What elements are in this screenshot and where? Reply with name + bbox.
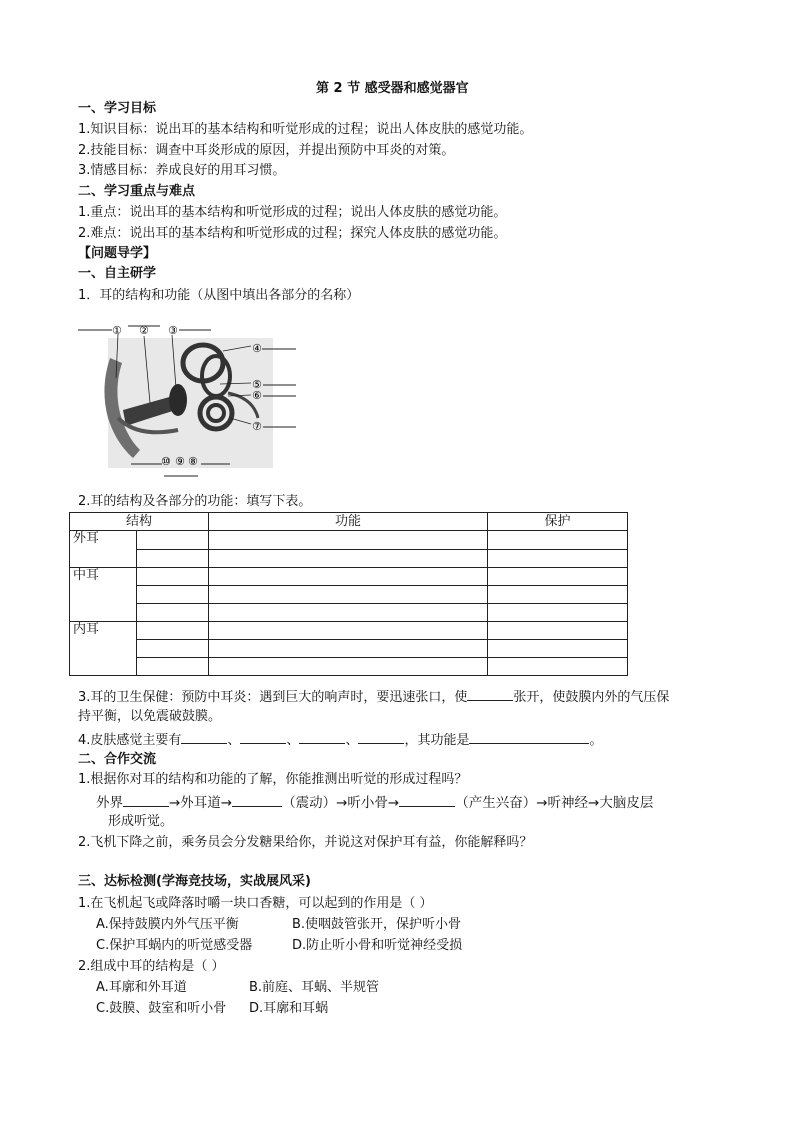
option[interactable]: C.保护耳蜗内的听觉感受器 [96, 938, 253, 953]
q3-text: 张开，使鼓膜内外的气压保 [513, 690, 670, 705]
q4-separator: 、 [286, 733, 300, 748]
table-cell[interactable] [137, 604, 209, 622]
table-cell[interactable] [488, 640, 628, 658]
q3-continued: 持平衡，以免震破鼓膜。 [78, 709, 222, 724]
table-cell[interactable] [209, 640, 488, 658]
option[interactable]: A.保持鼓膜内外气压平衡 [96, 917, 239, 932]
ear-label: ⑦ [252, 420, 262, 433]
answer-blank[interactable] [181, 731, 227, 744]
pathway-text: 外界 [96, 795, 123, 811]
answer-blank[interactable] [358, 731, 404, 744]
table-header-protection: 保护 [488, 513, 628, 531]
answer-blank[interactable] [399, 794, 455, 807]
table-cell[interactable] [137, 568, 209, 586]
table-row [70, 622, 628, 640]
coop-question: 2.飞机下降之前，乘务员会分发糖果给你，并说这对保护耳有益，你能解释吗？ [78, 835, 533, 850]
guide-heading: 【问题导学】 [78, 246, 157, 261]
ear-label: ⑨ [175, 455, 185, 468]
test-question: 1.在飞机起飞或降落时嚼一块口香糖，可以起到的作用是（ ） [78, 896, 433, 911]
option[interactable]: C.鼓膜、鼓室和听小骨 [96, 1001, 227, 1016]
option[interactable]: B.前庭、耳蜗、半规管 [249, 980, 380, 995]
section-heading-self-study: 一、自主研学 [78, 266, 157, 281]
answer-blank[interactable] [232, 794, 282, 807]
ear-label: ② [139, 324, 149, 337]
table-cell[interactable] [137, 658, 209, 676]
question-ear-hygiene [78, 688, 669, 706]
table-cell[interactable] [137, 549, 209, 568]
focus-item: 2.难点：说出耳的基本结构和听觉形成的过程；探究人体皮肤的感觉功能。 [78, 226, 507, 241]
table-cell[interactable] [137, 531, 209, 550]
table-row [70, 658, 628, 676]
table-cell[interactable] [209, 622, 488, 640]
table-cell[interactable] [209, 604, 488, 622]
ear-label: ⑤ [252, 378, 262, 391]
table-cell[interactable] [137, 622, 209, 640]
question-ear-diagram: 1．耳的结构和功能（从图中填出各部分的名称） [78, 288, 360, 303]
objective-item: 3.情感目标：养成良好的用耳习惯。 [78, 163, 286, 178]
q4-separator: 、 [345, 733, 359, 748]
table-cell[interactable] [209, 658, 488, 676]
objective-item: 1.知识目标：说出耳的基本结构和听觉形成的过程；说出人体皮肤的感觉功能。 [78, 122, 533, 137]
group-middle-ear: 中耳 [70, 568, 137, 622]
table-row [70, 586, 628, 604]
table-cell[interactable] [137, 586, 209, 604]
table-header-function: 功能 [209, 513, 488, 531]
answer-blank[interactable] [469, 731, 589, 744]
section-heading-test: 三、达标检测(学海竞技场，实战展风采) [78, 874, 311, 889]
table-cell[interactable] [209, 586, 488, 604]
q3-text: 3.耳的卫生保健：预防中耳炎：遇到巨大的响声时，要迅速张口，使 [78, 690, 468, 705]
group-outer-ear: 外耳 [70, 531, 137, 568]
table-cell[interactable] [488, 658, 628, 676]
ear-label: ⑧ [188, 455, 198, 468]
test-question: 2.组成中耳的结构是（ ） [78, 959, 225, 974]
ear-label: ① [112, 324, 122, 337]
coop-question: 1.根据你对耳的结构和功能的了解，你能推测出听觉的形成过程吗？ [78, 772, 468, 787]
page-title: 第 2 节 感受器和感觉器官 [316, 81, 469, 96]
section-heading-objectives: 一、学习目标 [78, 101, 157, 116]
pathway-text: （震动）→听小骨→ [282, 795, 400, 811]
section-heading-cooperation: 二、合作交流 [78, 752, 157, 767]
answer-blank[interactable] [467, 688, 513, 701]
q4-text: ，其功能是 [404, 733, 470, 748]
pathway-text: （产生兴奋）→听神经→大脑皮层 [455, 795, 654, 811]
ear-label: ④ [252, 342, 262, 355]
question-skin-sense [78, 731, 602, 749]
q4-separator: 、 [227, 733, 241, 748]
table-header-structure: 结构 [70, 513, 209, 531]
answer-blank[interactable] [240, 731, 286, 744]
focus-item: 1.重点：说出耳的基本结构和听觉形成的过程；说出人体皮肤的感觉功能。 [78, 205, 507, 220]
option[interactable]: B.使咽鼓管张开，保护听小骨 [292, 917, 462, 932]
option[interactable]: A.耳廓和外耳道 [96, 980, 187, 995]
ear-label: ⑩ [161, 455, 171, 468]
table-cell[interactable] [488, 568, 628, 586]
option[interactable]: D.耳廓和耳蜗 [249, 1001, 329, 1016]
pathway-continued: 形成听觉。 [108, 814, 174, 829]
table-cell[interactable] [209, 549, 488, 568]
table-cell[interactable] [488, 531, 628, 550]
table-cell[interactable] [488, 604, 628, 622]
table-row [70, 549, 628, 568]
ear-diagram [78, 318, 303, 478]
table-cell[interactable] [488, 622, 628, 640]
answer-blank[interactable] [123, 794, 169, 807]
table-cell[interactable] [488, 586, 628, 604]
table-cell[interactable] [209, 568, 488, 586]
table-row [70, 640, 628, 658]
group-inner-ear: 内耳 [70, 622, 137, 676]
objective-item: 2.技能目标：调查中耳炎形成的原因，并提出预防中耳炎的对策。 [78, 143, 455, 158]
ear-label: ③ [168, 324, 178, 337]
table-row [70, 531, 628, 550]
ear-structure-table [69, 512, 628, 676]
pathway-text: →外耳道→ [169, 795, 233, 811]
q4-text: 。 [589, 733, 603, 748]
hearing-pathway [96, 794, 653, 811]
section-heading-focus: 二、学习重点与难点 [78, 184, 196, 199]
option[interactable]: D.防止听小骨和听觉神经受损 [292, 938, 463, 953]
table-cell[interactable] [137, 640, 209, 658]
middle-ear-shape [169, 384, 187, 416]
q4-text: 4.皮肤感觉主要有 [78, 733, 182, 748]
table-cell[interactable] [488, 549, 628, 568]
table-row [70, 604, 628, 622]
ear-label: ⑥ [252, 389, 262, 402]
question-fill-table: 2.耳的结构及各部分的功能：填写下表。 [78, 494, 312, 509]
table-row [70, 568, 628, 586]
answer-blank[interactable] [299, 731, 345, 744]
table-cell[interactable] [209, 531, 488, 550]
